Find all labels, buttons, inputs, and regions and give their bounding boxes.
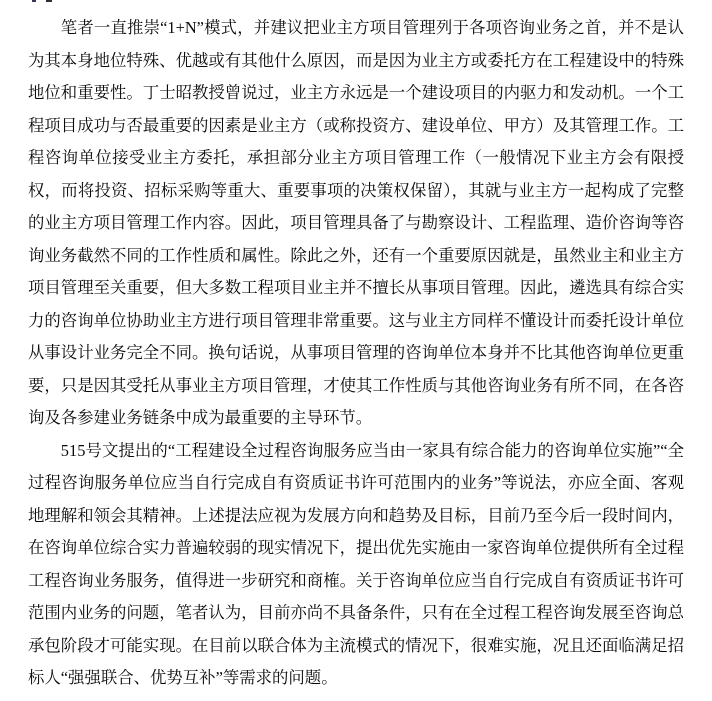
paragraph-owner-project-management: 笔者一直推崇“1+N”模式，并建议把业主方项目管理列于各项咨询业务之首，并不是认为其本身地位特殊、优越或有其他什么原因，而是因为业主方或委托方在工程建设中的特殊地位和重要性。丁士昭教授曾说过，业主方永远是一个建设项目的内驱力和发动机。一个工程项目成功与否最重要的因素是业主方（或称投资方、建设单位、甲方）及其管理工作。工程咨询单位接受业主方委托，承担部分业主方项目管理工作（一般情况下业主方会有限授权，而将投资、招标采购等重大、重要事项的决策权保留），其就与业主方一起构成了完整的业主方项目管理工作内容。因此，项目管理具备了与勘察设计、工程监理、造价咨询等咨询业务截然不同的工作性质和属性。除此之外，还有一个重要原因就是，虽然业主和业主方项目管理至关重要，但大多数工程项目业主并不擅长从事项目管理。因此，遴选具有综合实力的咨询单位协助业主方进行项目管理非常重要。这与业主方同样不懂设计而委托设计单位从事设计业务完全不同。换句话说，从事项目管理的咨询单位本身并不比其他咨询单位更重要，只是因其受托从事业主方项目管理，才使其工作性质与其他咨询业务有所不同，在各咨询及各参建业务链条中成为最重要的主导环节。: [28, 18, 684, 427]
paragraph-515-document-discussion: 515号文提出的“工程建设全过程咨询服务应当由一家具有综合能力的咨询单位实施”“全过程咨询服务单位应当自行完成自有资质证书许可范围内的业务”等说法，亦应全面、客观地理解和领会其精神。上述提法应视为发展方向和趋势及目标，目前乃至今后一段时间内，在咨询单位综合实力普遍较弱的现实情况下，提出优先实施由一家咨询单位提供所有全过程工程咨询业务服务，值得进一步研究和商榷。关于咨询单位应当自行完成自有资质证书许可范围内业务的问题，笔者认为，目前亦尚不具备条件，只有在全过程工程咨询发展至咨询总承包阶段才可能实现。在目前以联合体为主流模式的情况下，很难实施，况且还面临满足招标人“强强联合、优势互补”等需求的问题。: [28, 440, 684, 687]
clipped-previous-line-fragment: [46, 0, 52, 2]
clipped-previous-line-fragment: [32, 0, 36, 2]
document-body: [28, 12, 684, 695]
